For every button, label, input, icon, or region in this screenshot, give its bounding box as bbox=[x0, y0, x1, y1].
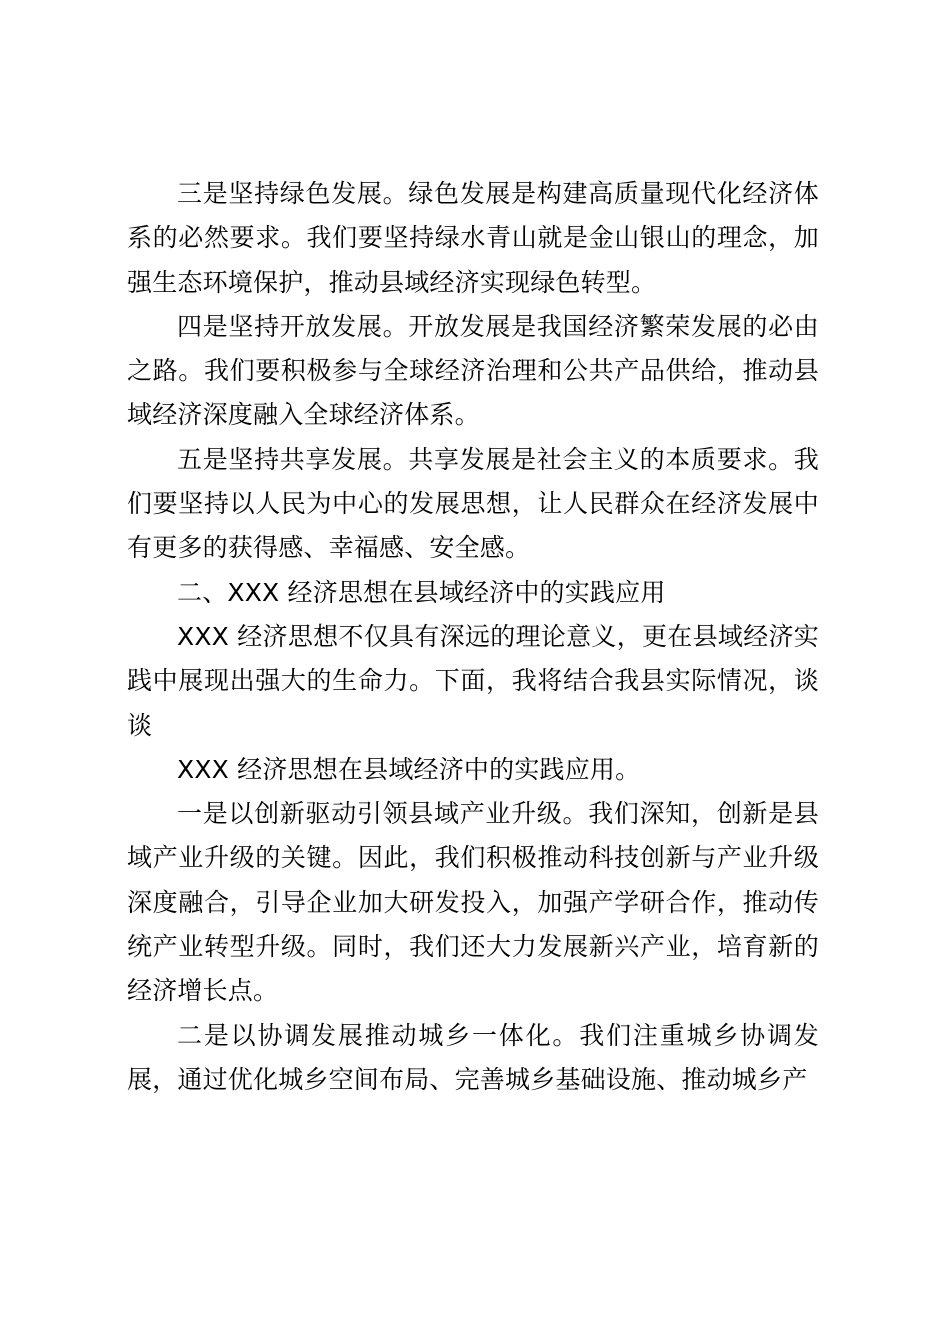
paragraph-practice-intro-continued: XXX 经济思想在县域经济中的实践应用。 bbox=[177, 754, 641, 784]
paragraph-urban-rural-integration: 二是以协调发展推动城乡一体化。我们注重城乡协调发展，通过优化城乡空间布局、完善城乡基础设施、推动城乡产 bbox=[127, 1020, 819, 1094]
document-body bbox=[127, 172, 819, 1102]
paragraph-innovation-upgrade: 一是以创新驱动引领县域产业升级。我们深知，创新是县域产业升级的关键。因此，我们积极推动科技创新与产业升级深度融合，引导企业加大研发投入，加强产学研合作，推动传统产业转型升级。同时，我们还大力发展新兴产业，培育新的经济增长点。 bbox=[127, 799, 819, 1006]
paragraph-green-development: 三是坚持绿色发展。绿色发展是构建高质量现代化经济体系的必然要求。我们要坚持绿水青山就是金山银山的理念，加强生态环境保护，推动县域经济实现绿色转型。 bbox=[127, 179, 819, 297]
paragraph-open-development: 四是坚持开放发展。开放发展是我国经济繁荣发展的必由之路。我们要积极参与全球经济治理和公共产品供给，推动县域经济深度融入全球经济体系。 bbox=[127, 311, 819, 430]
paragraph-practice-intro: XXX 经济思想不仅具有深远的理论意义，更在县域经济实践中展现出强大的生命力。下面，我将结合我县实际情况，谈谈 bbox=[127, 621, 819, 740]
section-heading-practice: 二、XXX 经济思想在县域经济中的实践应用 bbox=[177, 577, 666, 607]
paragraph-shared-development: 五是坚持共享发展。共享发展是社会主义的本质要求。我们要坚持以人民为中心的发展思想，让人民群众在经济发展中有更多的获得感、幸福感、安全感。 bbox=[127, 444, 819, 563]
